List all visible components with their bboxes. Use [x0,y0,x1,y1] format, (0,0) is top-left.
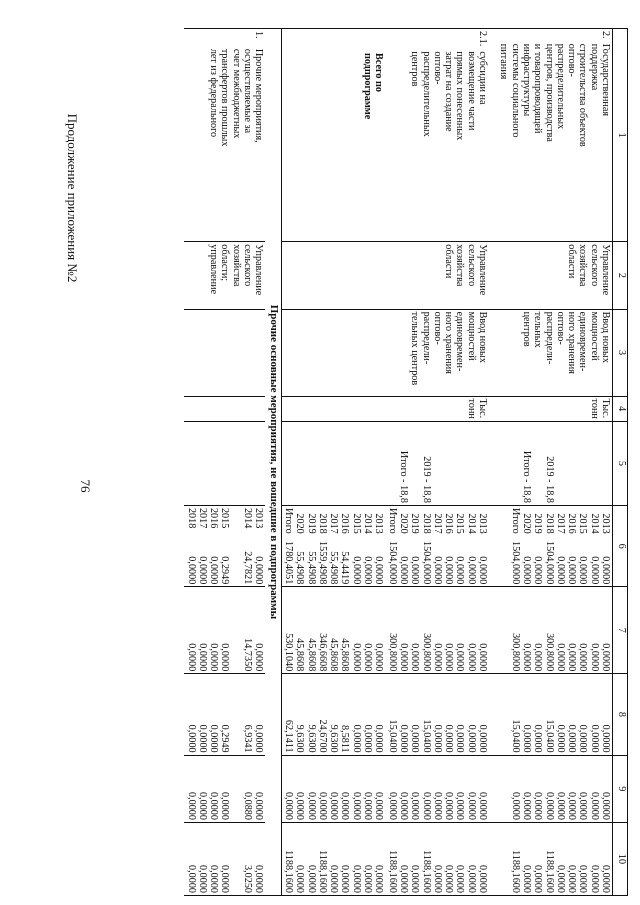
value-col10: 0,0000 3,0250 0,0000 0,0000 0,0000 0,0000 [184,822,265,895]
header-cell: 4 [613,396,628,421]
subprogram-table [184,28,628,896]
years-cell [184,505,265,586]
table-row [385,29,489,896]
header-cell: 3 [613,309,628,396]
row-name-cell [385,29,489,242]
row-number: 2.1. [477,31,489,47]
header-cell: 9 [613,755,628,822]
value-col9: 0,0000 0,0000 0,0000 0,0000 0,0000 0,0000 0,0000 0,0000 0,0000 [497,755,612,822]
header-cell: 7 [613,587,628,674]
rotated-table-container [116,28,628,896]
value-col9: 0,0000 0,0000 0,0000 0,0000 0,0000 0,0000 0,0000 0,0000 0,0000 [281,755,385,822]
header-cell: 1 [613,29,628,242]
value-col10: 0,0000 0,0000 0,0000 0,0000 0,0000 1188,1600 0,0000 0,0000 1188,1600 [385,822,489,895]
value-col9: 0,0000 0,0000 0,0000 0,0000 0,0000 0,0000 0,0000 0,0000 0,0000 [385,755,489,822]
years-cell [385,505,489,586]
header-cell: 6 [613,505,628,586]
target-cell: 2019 - 18,8 Итого - 18,8 [385,421,489,505]
row-number: 1. [253,31,265,39]
continuation-note: Продолжение приложения №2 [65,113,80,283]
unit-cell: Тыс. тонн [497,396,612,421]
row-name-cell [497,29,612,242]
value-col8: 0,0000 6,9341 0,2949 0,0000 0,0000 0,0000 [184,674,265,755]
row-name-cell [184,29,265,242]
value-col9: 0,0000 0,0880 0,0000 0,0000 0,0000 0,0000 [184,755,265,822]
year-list: 2013 2014 2015 2016 2017 2018 2019 2020 Итого [509,507,611,534]
years-cell [281,505,385,586]
section-title-row [265,29,281,896]
indicator-cell: Ввод новых мощностей единовремен- ного хранения оптово- распредели- тельных центров [497,309,612,396]
value-col6: 0,0000 0,0000 0,0000 0,0000 0,0000 1504,0000 0,0000 0,0000 1504,0000 [386,541,489,585]
year-list: 2013 2014 2015 2016 2017 2018 2019 2020 Итого [386,507,489,534]
value-col7: 0,0000 0,0000 0,0000 45,8608 45,8608 346,6608 45,8608 45,8608 530,1040 [281,587,385,674]
executor-cell: Управление сельского хозяйства области [385,242,489,309]
target-cell: 2019 - 18,8 Итого - 18,8 [497,421,612,505]
header-cell: 8 [613,674,628,755]
value-col6: 0,0000 0,0000 0,0000 54,4419 55,4908 1559,4908 55,4908 55,4908 1780,4051 [282,541,385,585]
page-number: 76 [78,479,93,493]
total-row [281,29,385,896]
row-name: Прочие мероприятия, осуществляемые за счет межбюджетных трансфертов прошлых лет из федерального [208,48,265,147]
table-header-row [613,29,628,896]
header-cell: 5 [613,421,628,505]
value-col6: 0,0000 0,0000 0,0000 0,0000 0,0000 1504,0000 0,0000 0,0000 1504,0000 [509,541,611,585]
table-row [497,29,612,896]
value-col6: 0,0000 24,7821 0,2949 0,0000 0,0000 0,0000 [185,551,265,585]
value-col7: 0,0000 0,0000 0,0000 0,0000 0,0000 300,8000 0,0000 0,0000 300,8000 [385,587,489,674]
value-col8: 0,0000 0,0000 0,0000 0,0000 0,0000 15,0400 0,0000 0,0000 15,0400 [385,674,489,755]
value-col7: 0,0000 14,7350 0,0000 0,0000 0,0000 0,0000 [184,587,265,674]
row-number: 2. [600,31,611,39]
section-title: Прочие основные мероприятия, не вошедшие в подпрограммы [265,29,281,896]
value-col8: 0,0000 0,0000 0,0000 0,0000 0,0000 15,0400 0,0000 0,0000 15,0400 [497,674,612,755]
year-list: 2013 2014 2015 2016 2017 2018 [185,507,265,529]
unit-cell: Тыс. тонн [385,396,489,421]
table-row [184,29,265,896]
row-name: субсидии на возмещение части прямых понесенных затрат на создание оптово- распределительных центров [409,51,489,141]
executor-cell: Управление сельского хозяйства области [497,242,612,309]
total-label: Всего по подпрограмме [281,29,385,242]
year-list: 2013 2014 2015 2016 2017 2018 2019 2020 Итого [282,507,385,534]
value-col7: 0,0000 0,0000 0,0000 0,0000 0,0000 300,8000 0,0000 0,0000 300,8000 [497,587,612,674]
header-cell: 2 [613,242,628,309]
value-col10: 0,0000 0,0000 0,0000 0,0000 0,0000 1188,1600 0,0000 0,0000 1188,1600 [497,822,612,895]
header-cell: 10 [613,822,628,895]
years-cell [497,505,612,586]
indicator-cell: Ввод новых мощностей единовремен- ного хранения оптово- распредели- тельных центров [385,309,489,396]
value-col10: 0,0000 0,0000 0,0000 0,0000 0,0000 1188,1600 0,0000 0,0000 1188,1600 [281,822,385,895]
executor-cell: Управление сельского хозяйства области; управление [184,242,265,309]
row-name: Государственная поддержка строительства объектов оптово- распределительных центров, производства и товаропроводящей инфраструктуры системы социального питания [498,43,611,147]
value-col8: 0,0000 0,0000 0,0000 8,5811 9,6300 24,6700 9,6300 9,6300 62,1411 [281,674,385,755]
